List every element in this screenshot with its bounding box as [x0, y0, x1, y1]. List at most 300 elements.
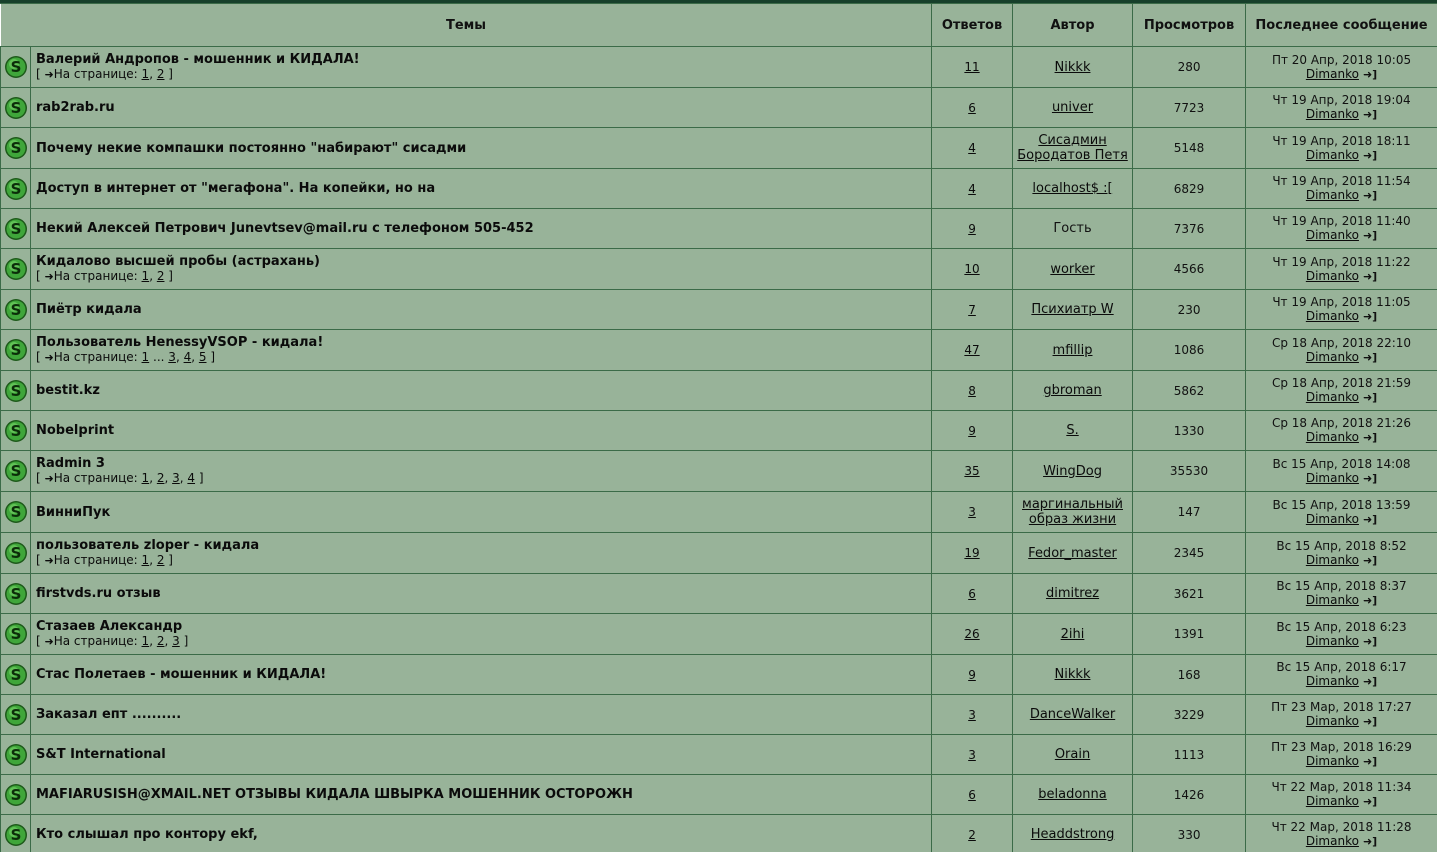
page-link[interactable]: 4 — [187, 471, 196, 485]
replies-count-link[interactable]: 7 — [968, 302, 976, 317]
replies-count-link[interactable]: 47 — [964, 343, 980, 357]
topic-folder-icon — [1, 703, 30, 727]
last-post-user-link[interactable]: Dimanko — [1305, 511, 1359, 526]
last-post-user-link[interactable]: Dimanko — [1305, 714, 1359, 728]
pages-arrow-icon: ➜ — [44, 635, 54, 648]
replies-count-link[interactable]: 4 — [968, 181, 976, 196]
goto-post-icon[interactable]: ➜] — [1362, 67, 1378, 81]
topic-folder-icon — [1, 582, 30, 606]
author-link[interactable]: Сисадмин — [1038, 133, 1107, 148]
svg-text:S: S — [10, 381, 21, 400]
topic-title-link[interactable]: Заказал епт .......... — [36, 707, 182, 722]
goto-post-icon[interactable]: ➜] — [1362, 675, 1378, 688]
page-link[interactable]: 1 — [141, 634, 150, 648]
topic-title-link[interactable]: Валерий Андропов - мошенник и КИДАЛА! — [36, 52, 360, 67]
last-post-cell — [1246, 169, 1437, 209]
goto-post-icon[interactable]: ➜] — [1362, 835, 1378, 848]
topic-title-link[interactable]: S&T International — [36, 747, 166, 762]
author-link[interactable]: Fedor_master — [1028, 545, 1117, 561]
topic-icon-cell — [1, 574, 31, 614]
author-link[interactable]: gbroman — [1043, 383, 1102, 398]
author-link[interactable]: Orain — [1054, 747, 1091, 762]
pages-label: На странице: — [53, 471, 138, 485]
last-post-user-link[interactable]: Dimanko — [1305, 228, 1359, 242]
author-cell — [1013, 88, 1133, 128]
table-row — [1, 88, 1437, 128]
topic-cell — [31, 128, 932, 169]
table-row — [1, 655, 1437, 695]
table-row — [1, 249, 1437, 290]
author-cell — [1013, 209, 1133, 249]
topic-pages: [ ➜На странице: 1, 2 ] — [36, 67, 173, 81]
replies-count-link[interactable]: 19 — [964, 546, 980, 560]
topic-cell — [31, 655, 932, 695]
last-post-cell — [1246, 574, 1437, 614]
goto-post-icon[interactable]: ➜] — [1362, 229, 1378, 242]
last-post-date: Пт 20 Апр, 2018 10:05 — [1271, 52, 1412, 67]
goto-post-icon[interactable]: ➜] — [1362, 391, 1378, 404]
replies-count-link[interactable]: 8 — [968, 383, 976, 398]
author-link[interactable]: WingDog — [1043, 463, 1102, 479]
author-cell — [1013, 411, 1133, 451]
header-author: Автор — [1013, 4, 1133, 47]
topic-title-link[interactable]: Кидалово высшей пробы (астрахань) — [36, 254, 321, 269]
author-cell — [1013, 533, 1133, 574]
topic-title-link[interactable]: Некий Алексей Петрович Junevtsev@mail.ru с телефоном 505-452 — [36, 221, 534, 236]
replies-count-link[interactable]: 6 — [968, 586, 976, 601]
last-post-date: Чт 19 Апр, 2018 11:22 — [1272, 254, 1411, 269]
last-post-user-link[interactable]: Dimanko — [1305, 430, 1359, 444]
topic-icon-cell — [1, 695, 31, 735]
svg-text:S: S — [10, 139, 21, 157]
goto-post-icon[interactable]: ➜] — [1362, 512, 1378, 526]
topic-icon-cell — [1, 330, 31, 371]
topic-folder-icon — [1, 177, 30, 201]
topic-title-link[interactable]: bestit.kz — [36, 383, 100, 398]
table-row — [1, 735, 1437, 775]
views-count: 5862 — [1133, 371, 1246, 411]
topic-cell — [31, 533, 932, 574]
page-link[interactable]: 2 — [156, 471, 165, 485]
author-link[interactable]: mfillip — [1052, 342, 1093, 358]
topic-folder-icon — [1, 136, 30, 160]
author-cell — [1013, 614, 1133, 655]
last-post-date: Чт 19 Апр, 2018 11:05 — [1272, 295, 1411, 309]
last-post-date: Вс 15 Апр, 2018 8:37 — [1276, 579, 1407, 593]
goto-post-icon[interactable]: ➜] — [1362, 634, 1378, 648]
replies-count-link[interactable]: 9 — [968, 423, 976, 438]
replies-count-link[interactable]: 35 — [964, 464, 980, 478]
svg-text:S: S — [10, 260, 21, 278]
author-cell — [1013, 371, 1133, 411]
last-post-cell — [1246, 47, 1437, 88]
replies-cell — [932, 533, 1013, 574]
author-link[interactable]: S. — [1066, 423, 1079, 438]
author-cell — [1013, 169, 1133, 209]
topic-title-link[interactable]: Доступ в интернет от "мегафона". На копейки, но на — [36, 181, 436, 196]
topic-icon-cell — [1, 88, 31, 128]
replies-cell — [932, 451, 1013, 492]
topic-icon-cell — [1, 371, 31, 411]
last-post-date: Вс 15 Апр, 2018 6:23 — [1276, 619, 1407, 634]
replies-cell — [932, 209, 1013, 249]
pages-label: На странице: — [53, 634, 138, 648]
last-post-user-link[interactable]: Dimanko — [1305, 268, 1359, 283]
replies-cell — [932, 492, 1013, 533]
svg-text:S: S — [10, 179, 21, 198]
topic-cell — [31, 249, 932, 290]
replies-count-link[interactable]: 9 — [968, 667, 976, 682]
svg-text:S: S — [10, 462, 21, 480]
page-link[interactable]: 2 — [156, 553, 165, 567]
last-post-date: Вс 15 Апр, 2018 13:59 — [1272, 497, 1411, 512]
views-count: 7376 — [1133, 209, 1246, 249]
goto-post-icon[interactable]: ➜] — [1362, 755, 1378, 768]
last-post-date: Чт 22 Мар, 2018 11:34 — [1271, 780, 1412, 794]
last-post-cell — [1246, 735, 1437, 775]
svg-text:S: S — [10, 785, 21, 804]
svg-text:S: S — [10, 544, 21, 562]
table-row — [1, 492, 1437, 533]
svg-text:S: S — [10, 421, 21, 440]
last-post-cell — [1246, 249, 1437, 290]
last-post-date: Чт 19 Апр, 2018 18:11 — [1272, 133, 1411, 148]
topic-icon-cell — [1, 492, 31, 533]
last-post-user-link[interactable]: Dimanko — [1305, 188, 1359, 202]
pages-label: На странице: — [53, 350, 138, 364]
topic-folder-icon — [1, 96, 30, 120]
pages-arrow-icon: ➜ — [44, 554, 54, 567]
views-count: 5148 — [1133, 128, 1246, 169]
topic-icon-cell — [1, 655, 31, 695]
svg-text:S: S — [10, 705, 21, 724]
last-post-date: Ср 18 Апр, 2018 22:10 — [1271, 335, 1412, 350]
topic-cell — [31, 574, 932, 614]
svg-text:S: S — [10, 219, 21, 238]
author-cell — [1013, 775, 1133, 815]
last-post-user-link[interactable]: Dimanko — [1305, 147, 1359, 162]
topic-title-link[interactable]: Стазаев Александр — [36, 619, 183, 634]
topic-cell — [31, 88, 932, 128]
topic-title-link[interactable]: ВинниПук — [36, 504, 111, 520]
topic-icon-cell — [1, 735, 31, 775]
author-cell — [1013, 492, 1133, 533]
goto-post-icon[interactable]: ➜] — [1362, 269, 1378, 283]
topic-cell — [31, 330, 932, 371]
topic-folder-icon — [1, 55, 30, 79]
last-post-user-link[interactable]: Dimanko — [1305, 552, 1359, 567]
table-row — [1, 128, 1437, 169]
views-count: 3229 — [1133, 695, 1246, 735]
author-link[interactable]: образ жизни — [1028, 512, 1117, 527]
replies-cell — [932, 695, 1013, 735]
replies-count-link[interactable]: 4 — [968, 141, 976, 155]
last-post-user-link[interactable]: Dimanko — [1305, 754, 1359, 768]
table-row — [1, 775, 1437, 815]
last-post-date: Пт 23 Мар, 2018 17:27 — [1271, 700, 1412, 714]
topic-icon-cell — [1, 209, 31, 249]
topic-icon-cell — [1, 169, 31, 209]
topic-title-link[interactable]: Пользователь HenessyVSOP - кидала! — [36, 335, 324, 350]
topic-cell — [31, 411, 932, 451]
header-topics: Темы — [1, 4, 932, 47]
svg-text:S: S — [10, 825, 21, 844]
author-link[interactable]: маргинальный — [1022, 497, 1123, 512]
svg-text:S: S — [10, 665, 21, 684]
replies-cell — [932, 775, 1013, 815]
replies-count-link[interactable]: 3 — [968, 505, 976, 519]
topic-title-link[interactable]: Стас Полетаев - мошенник и КИДАЛА! — [36, 667, 327, 682]
goto-post-icon[interactable]: ➜] — [1362, 553, 1378, 567]
page-link[interactable]: 1 — [141, 553, 150, 567]
author-link[interactable]: beladonna — [1038, 787, 1107, 802]
header-replies: Ответов — [932, 4, 1013, 47]
author-link[interactable]: Nikkk — [1054, 667, 1091, 682]
last-post-cell — [1246, 209, 1437, 249]
goto-post-icon[interactable]: ➜] — [1362, 350, 1378, 364]
topic-pages: [ ➜На странице: 1 ... 3, 4, 5 ] — [36, 350, 215, 364]
topic-title-link[interactable]: rab2rab.ru — [36, 100, 115, 115]
page-link[interactable]: 2 — [156, 269, 165, 283]
page-link[interactable]: 3 — [168, 350, 176, 364]
last-post-cell — [1246, 411, 1437, 451]
pages-arrow-icon: ➜ — [44, 68, 54, 81]
author-link[interactable]: 2ihi — [1060, 626, 1085, 642]
replies-count-link[interactable]: 6 — [968, 787, 976, 802]
table-row — [1, 815, 1437, 852]
table-row — [1, 533, 1437, 574]
topic-title-link[interactable]: MAFIARUSISH@XMAIL.NET ОТЗЫВЫ КИДАЛА ШВЫРКА МОШЕННИК ОСТОРОЖН — [36, 787, 633, 802]
views-count: 7723 — [1133, 88, 1246, 128]
topic-folder-icon — [1, 419, 30, 443]
last-post-cell — [1246, 695, 1437, 735]
views-count: 1113 — [1133, 735, 1246, 775]
topic-folder-icon — [1, 823, 30, 847]
topic-cell — [31, 492, 932, 533]
replies-cell — [932, 47, 1013, 88]
goto-post-icon[interactable]: ➜] — [1362, 431, 1378, 444]
last-post-user-link[interactable]: Dimanko — [1305, 633, 1359, 648]
author-link[interactable]: dimitrez — [1045, 586, 1100, 601]
page-link[interactable]: 1 — [141, 269, 150, 283]
author-cell — [1013, 815, 1133, 852]
topic-cell — [31, 47, 932, 88]
author-cell — [1013, 574, 1133, 614]
goto-post-icon[interactable]: ➜] — [1362, 310, 1378, 323]
views-count: 230 — [1133, 290, 1246, 330]
topic-icon-cell — [1, 815, 31, 852]
author-link[interactable]: Психиатр W — [1031, 302, 1114, 317]
goto-post-icon[interactable]: ➜] — [1362, 715, 1378, 728]
goto-post-icon[interactable]: ➜] — [1362, 795, 1378, 808]
page-link[interactable]: 2 — [156, 67, 165, 81]
last-post-cell — [1246, 371, 1437, 411]
author-name: Гость — [1053, 221, 1092, 236]
table-row — [1, 209, 1437, 249]
svg-text:S: S — [10, 625, 21, 643]
page-link[interactable]: 5 — [198, 350, 207, 364]
last-post-user-link[interactable]: Dimanko — [1305, 107, 1359, 121]
topic-title-link[interactable]: Пиётр кидала — [36, 302, 142, 317]
views-count: 1330 — [1133, 411, 1246, 451]
views-count: 280 — [1133, 47, 1246, 88]
topic-title-link[interactable]: firstvds.ru отзыв — [36, 586, 161, 601]
topic-folder-icon — [1, 622, 30, 646]
topic-cell — [31, 775, 932, 815]
topic-icon-cell — [1, 775, 31, 815]
topic-cell — [31, 209, 932, 249]
topic-title-link[interactable]: пользователь zloper - кидала — [36, 538, 260, 553]
last-post-date: Вс 15 Апр, 2018 8:52 — [1276, 538, 1407, 553]
page-link[interactable]: 2 — [156, 634, 165, 648]
pages-ellipsis: ... — [153, 350, 165, 364]
views-count: 147 — [1133, 492, 1246, 533]
topic-pages: [ ➜На странице: 1, 2, 3 ] — [36, 634, 189, 648]
goto-post-icon[interactable]: ➜] — [1362, 108, 1378, 121]
topic-folder-icon — [1, 500, 30, 524]
last-post-cell — [1246, 533, 1437, 574]
last-post-user-link[interactable]: Dimanko — [1305, 390, 1359, 404]
topic-folder-icon — [1, 783, 30, 807]
topic-icon-cell — [1, 249, 31, 290]
views-count: 1426 — [1133, 775, 1246, 815]
page-link[interactable]: 4 — [183, 350, 192, 364]
topic-pages: [ ➜На странице: 1, 2 ] — [36, 553, 173, 567]
views-count: 1086 — [1133, 330, 1246, 371]
topic-cell — [31, 290, 932, 330]
replies-cell — [932, 88, 1013, 128]
author-link[interactable]: worker — [1050, 261, 1095, 277]
topic-title-link[interactable]: Почему некие компашки постоянно "набирают" сисадми — [36, 140, 467, 156]
pages-label: На странице: — [53, 67, 138, 81]
author-link[interactable]: Бородатов Петя — [1017, 148, 1128, 163]
views-count: 35530 — [1133, 451, 1246, 492]
replies-count-link[interactable]: 3 — [968, 707, 976, 722]
replies-count-link[interactable]: 26 — [964, 627, 980, 641]
replies-cell — [932, 249, 1013, 290]
author-cell — [1013, 655, 1133, 695]
replies-count-link[interactable]: 3 — [968, 747, 976, 762]
replies-cell — [932, 655, 1013, 695]
topic-folder-icon — [1, 217, 30, 241]
goto-post-icon[interactable]: ➜] — [1362, 189, 1378, 202]
goto-post-icon[interactable]: ➜] — [1362, 471, 1378, 485]
topic-title-link[interactable]: Radmin 3 — [36, 456, 105, 471]
replies-count-link[interactable]: 9 — [968, 221, 976, 236]
topics-table — [0, 3, 1437, 852]
topic-icon-cell — [1, 411, 31, 451]
pages-arrow-icon: ➜ — [44, 472, 54, 485]
author-cell — [1013, 735, 1133, 775]
topic-folder-icon — [1, 459, 30, 483]
views-count: 168 — [1133, 655, 1246, 695]
table-row — [1, 411, 1437, 451]
topic-cell — [31, 371, 932, 411]
last-post-user-link[interactable]: Dimanko — [1305, 66, 1359, 81]
views-count: 2345 — [1133, 533, 1246, 574]
last-post-cell — [1246, 614, 1437, 655]
replies-cell — [932, 411, 1013, 451]
author-link[interactable]: Headdstrong — [1030, 827, 1115, 842]
last-post-date: Ср 18 Апр, 2018 21:26 — [1271, 416, 1412, 430]
author-cell — [1013, 290, 1133, 330]
replies-count-link[interactable]: 2 — [968, 827, 976, 842]
replies-cell — [932, 815, 1013, 852]
svg-text:S: S — [10, 341, 21, 359]
topic-folder-icon — [1, 257, 30, 281]
table-row — [1, 695, 1437, 735]
last-post-user-link[interactable]: Dimanko — [1305, 309, 1359, 323]
svg-text:S: S — [10, 584, 21, 603]
last-post-user-link[interactable]: Dimanko — [1305, 794, 1359, 808]
header-last-post: Последнее сообщение — [1246, 4, 1437, 47]
page-link[interactable]: 1 — [141, 350, 150, 364]
replies-count-link[interactable]: 10 — [964, 262, 980, 276]
views-count: 6829 — [1133, 169, 1246, 209]
last-post-cell — [1246, 88, 1437, 128]
views-count: 330 — [1133, 815, 1246, 852]
last-post-date: Чт 19 Апр, 2018 19:04 — [1272, 93, 1411, 107]
page-link[interactable]: 1 — [141, 67, 150, 81]
last-post-user-link[interactable]: Dimanko — [1305, 834, 1359, 848]
table-row — [1, 169, 1437, 209]
page-link[interactable]: 3 — [172, 634, 180, 648]
replies-cell — [932, 574, 1013, 614]
author-cell — [1013, 695, 1133, 735]
last-post-date: Вс 15 Апр, 2018 14:08 — [1272, 456, 1411, 471]
author-link[interactable]: localhost$ :[ — [1032, 181, 1113, 196]
author-cell — [1013, 47, 1133, 88]
replies-count-link[interactable]: 6 — [968, 100, 976, 115]
topic-pages: [ ➜На странице: 1, 2 ] — [36, 269, 173, 283]
last-post-user-link[interactable]: Dimanko — [1305, 674, 1359, 688]
author-link[interactable]: DanceWalker — [1029, 707, 1116, 722]
topic-icon-cell — [1, 290, 31, 330]
topic-title-link[interactable]: Кто слышал про контору ekf, — [36, 827, 258, 842]
author-cell — [1013, 451, 1133, 492]
last-post-cell — [1246, 815, 1437, 852]
topic-icon-cell — [1, 533, 31, 574]
topic-cell — [31, 614, 932, 655]
last-post-user-link[interactable]: Dimanko — [1305, 470, 1359, 485]
last-post-cell — [1246, 290, 1437, 330]
page-link[interactable]: 3 — [172, 471, 180, 485]
goto-post-icon[interactable]: ➜] — [1362, 594, 1378, 607]
last-post-user-link[interactable]: Dimanko — [1305, 349, 1359, 364]
topic-icon-cell — [1, 614, 31, 655]
last-post-date: Ср 18 Апр, 2018 21:59 — [1271, 376, 1412, 390]
table-row — [1, 451, 1437, 492]
last-post-date: Чт 19 Апр, 2018 11:40 — [1272, 214, 1411, 228]
topic-folder-icon — [1, 338, 30, 362]
table-row — [1, 574, 1437, 614]
pages-label: На странице: — [53, 553, 138, 567]
topic-icon-cell — [1, 451, 31, 492]
last-post-date: Пт 23 Мар, 2018 16:29 — [1271, 740, 1412, 754]
goto-post-icon[interactable]: ➜] — [1362, 148, 1378, 162]
replies-count-link[interactable]: 11 — [964, 60, 980, 74]
author-link[interactable]: univer — [1051, 100, 1094, 115]
author-link[interactable]: Nikkk — [1054, 59, 1091, 75]
topic-title-link[interactable]: Nobelprint — [36, 423, 115, 438]
page-link[interactable]: 1 — [141, 471, 150, 485]
svg-text:S: S — [10, 300, 21, 319]
last-post-user-link[interactable]: Dimanko — [1305, 593, 1359, 607]
replies-cell — [932, 290, 1013, 330]
topic-icon-cell — [1, 128, 31, 169]
last-post-cell — [1246, 330, 1437, 371]
replies-cell — [932, 735, 1013, 775]
